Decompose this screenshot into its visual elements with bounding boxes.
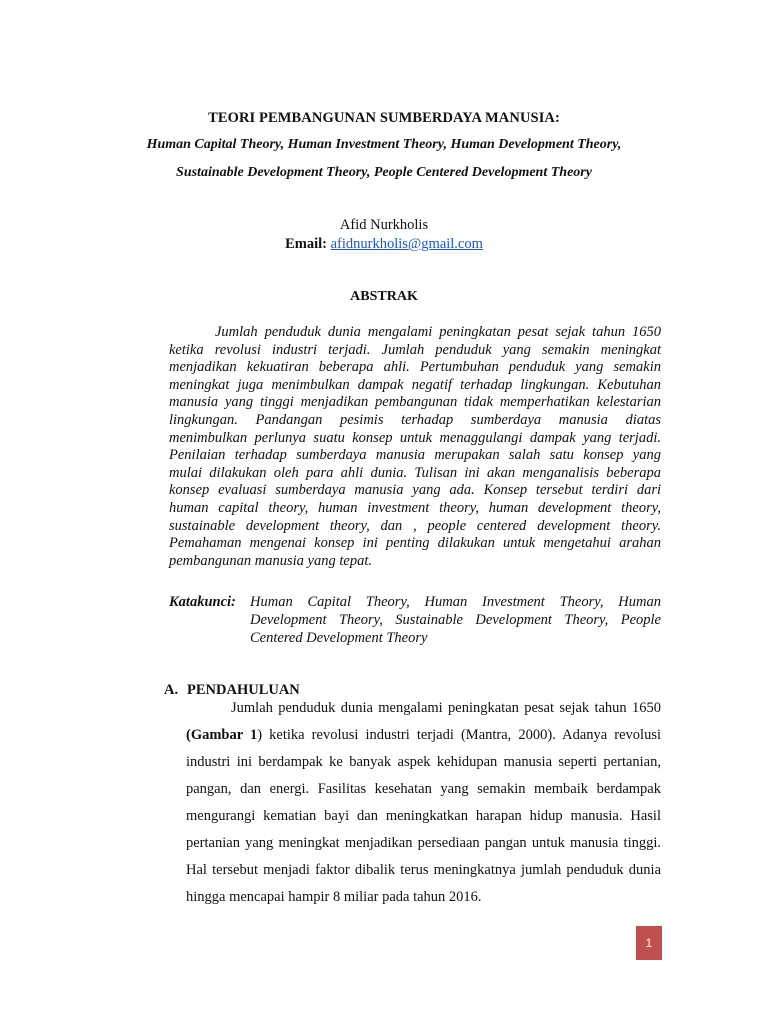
- author-email-line: [0, 236, 768, 253]
- body-line: hingga mencapai hampir 8 miliar pada tahun 2016.: [186, 889, 482, 905]
- abstract-line: menjadikan kekuatiran beberapa ahli. Pertumbuhan penduduk yang semakin: [169, 359, 661, 376]
- figure-reference: (Gambar 1: [186, 727, 258, 743]
- keywords-line: Centered Development Theory: [250, 630, 428, 646]
- section-heading: [164, 681, 300, 699]
- body-line: mengurangi kematian bayi dan meningkatkan harapan hidup manusia. Hasil: [186, 808, 661, 824]
- abstract-line: pembangunan manusia yang tepat.: [169, 552, 372, 569]
- section-title: PENDAHULUAN: [187, 682, 300, 698]
- paper-subtitle-line-2: Sustainable Development Theory, People Centered Development Theory: [176, 165, 592, 180]
- abstract-line: meningkat juga menimbulkan dampak negatif terhadap lingkungan. Kebutuhan: [169, 376, 661, 393]
- abstract-line: lingkungan. Pandangan pesimis terhadap sumberdaya manusia diatas: [169, 412, 661, 428]
- page-number-badge: 1: [636, 926, 662, 960]
- abstract-line: konsep evaluasi sumberdaya manusia yang ada. Konsep tersebut terdiri dari: [169, 482, 661, 499]
- body-line: Hal tersebut menjadi faktor dibalik terus meningkatnya jumlah penduduk dunia: [186, 862, 661, 878]
- author-name: Afid Nurkholis: [339, 217, 429, 233]
- paper-subtitle-line-1: Human Capital Theory, Human Investment Theory, Human Development Theory,: [146, 137, 622, 152]
- body-line: pertanian yang meningkat menjadikan persediaan pangan untuk manusia tinggi.: [186, 835, 661, 851]
- body-line: Jumlah penduduk dunia mengalami peningkatan pesat sejak tahun 1650: [231, 700, 661, 716]
- abstract-line: menimbulkan perlunya suatu konsep untuk menaggulangi dampak yang terjadi.: [169, 429, 661, 446]
- abstract-line: Pemahaman mengenai konsep ini penting dilakukan untuk mengetahui arahan: [169, 535, 661, 552]
- email-link[interactable]: afidnurkholis@gmail.com: [330, 236, 483, 252]
- email-label: Email:: [285, 236, 327, 252]
- abstract-heading: ABSTRAK: [350, 289, 418, 304]
- paper-title: TEORI PEMBANGUNAN SUMBERDAYA MANUSIA:: [208, 110, 560, 126]
- body-line: pangan, dan energi. Fasilitas kesehatan yang semakin membaik berdampak: [186, 781, 661, 797]
- keywords-line: Human Capital Theory, Human Investment Theory, Human: [250, 594, 661, 610]
- keywords-label: Katakunci:: [169, 594, 236, 610]
- body-line-text: ) ketika revolusi industri terjadi (Mantra, 2000). Adanya revolusi: [257, 727, 661, 743]
- abstract-line: Jumlah penduduk dunia mengalami peningkatan pesat sejak tahun 1650: [215, 324, 661, 340]
- abstract-line: sustainable development theory, dan , people centered development theory.: [169, 517, 661, 534]
- abstract-line: Penilaian terhadap sumberdaya manusia merupakan salah satu konsep yang: [169, 447, 661, 464]
- abstract-line: ketika revolusi industri terjadi. Jumlah penduduk yang semakin meningkat: [169, 341, 661, 358]
- abstract-line: mulai dilakukan oleh para ahli dunia. Tulisan ini akan menganalisis beberapa: [169, 464, 661, 481]
- body-line: industri ini berdampak ke banyak aspek kehidupan manusia seperti pertanian,: [186, 754, 661, 770]
- abstract-line: manusia yang tinggi menjadikan pembangunan tidak memperhatikan kelestarian: [169, 394, 661, 411]
- section-letter: A.: [164, 682, 179, 698]
- keywords-line: Development Theory, Sustainable Development Theory, People: [250, 612, 661, 628]
- body-line: [186, 726, 661, 744]
- abstract-line: human capital theory, human investment theory, human development theory,: [169, 500, 661, 516]
